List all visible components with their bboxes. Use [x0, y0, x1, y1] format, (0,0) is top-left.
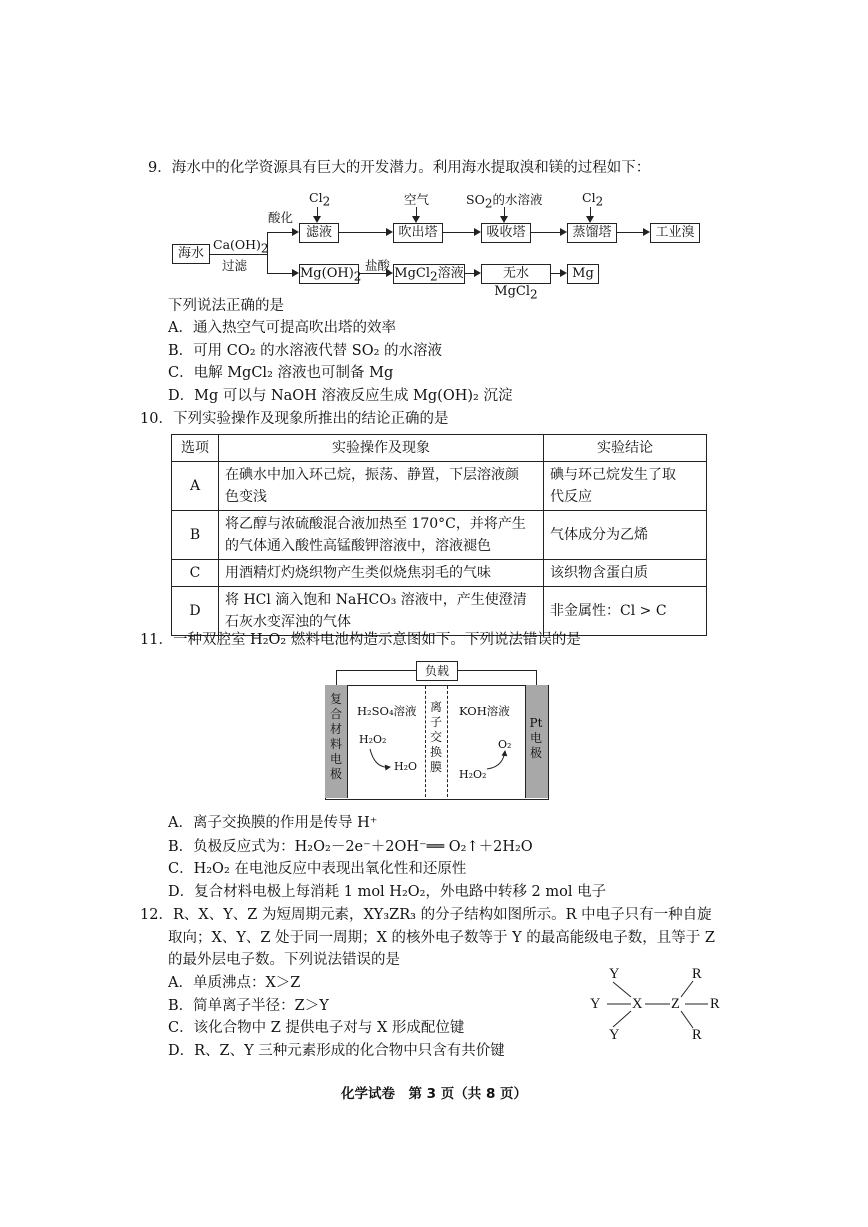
q9-box-blowout: 吹出塔 [393, 223, 443, 243]
left-product-label: H₂O [394, 760, 418, 773]
table-cell-conclusion: 碘与环己烷发生了取 代反应 [544, 462, 707, 511]
atom-z: Z [671, 996, 680, 1012]
reaction-arrows [325, 685, 547, 798]
table-header-cell: 选项 [172, 435, 219, 462]
atom-y-left: Y [590, 996, 601, 1012]
q11-stem-text: 一种双腔室 H₂O₂ 燃料电池构造示意图如下。下列说法错误的是 [172, 632, 581, 648]
q11-option-b: B．负极反应式为：H₂O₂－2e⁻＋2OH⁻══ O₂↑＋2H₂O [168, 839, 533, 855]
q9-option-b: B．可用 CO₂ 的水溶液代替 SO₂ 的水溶液 [168, 343, 443, 359]
table-row [172, 462, 707, 511]
q12-option-a: A．单质沸点：X＞Z [168, 975, 301, 991]
table-cell-option: D [172, 587, 219, 636]
right-electrode-label: Pt 电 极 [529, 716, 543, 760]
table-cell-operation: 在碘水中加入环己烷，振荡、静置，下层溶液颜 色变浅 [219, 462, 544, 511]
table-row [172, 511, 707, 560]
right-product-label: O₂ [498, 738, 512, 751]
structure-bonds [585, 965, 725, 1045]
table-row [172, 587, 707, 636]
q12-stem-line3: 的最外层电子数。下列说法错误的是 [168, 952, 400, 968]
table-cell-operation: 用酒精灯灼烧织物产生类似烧焦羽毛的气味 [219, 560, 544, 587]
q12-option-b: B．简单离子半径：Z＞Y [168, 998, 329, 1014]
table-cell-conclusion: 该织物含蛋白质 [544, 560, 707, 587]
table-row [172, 560, 707, 587]
q11-option-c: C．H₂O₂ 在电池反应中表现出氧化性和还原性 [168, 861, 467, 877]
q12-stem [140, 905, 712, 925]
load-box: 负载 [416, 661, 458, 681]
q9-box-mg: Mg [567, 264, 599, 284]
q9-box-absorb: 吸收塔 [481, 223, 531, 243]
q9-cl2-label-b: $Cl_2$ [582, 190, 604, 209]
q9-prompt: 下列说法正确的是 [168, 298, 284, 314]
q12-option-d: D．R、Z、Y 三种元素形成的化合物中只含有共价键 [168, 1043, 505, 1059]
q9-box-filtrate: 滤液 [299, 223, 339, 243]
table-cell-option: A [172, 462, 219, 511]
q9-box-industrial-br: 工业溴 [650, 223, 700, 243]
q9-stem [148, 158, 650, 178]
q9-cl2-label-a: $Cl_2$ [309, 190, 331, 209]
q12-number: 12． [140, 907, 173, 923]
q9-hcl-label: 盐酸 [365, 258, 391, 273]
q11-option-d: D．复合材料电极上每消耗 1 mol H₂O₂，外电路中转移 2 mol 电子 [168, 884, 607, 900]
membrane-label: 离 子 交 换 膜 [429, 700, 442, 774]
q9-caoh2-label: $Ca(OH)_2$ [213, 237, 269, 256]
table-cell-conclusion: 气体成分为乙烯 [544, 511, 707, 560]
q10-stem [140, 409, 448, 429]
atom-y-top: Y [609, 966, 620, 982]
q10-stem-text: 下列实验操作及现象所推出的结论正确的是 [172, 411, 449, 427]
q12-option-c: C．该化合物中 Z 提供电子对与 X 形成配位键 [168, 1020, 465, 1036]
atom-r-right: R [710, 996, 720, 1012]
q9-box-seawater: 海水 [172, 244, 210, 264]
q9-acidify-label: 酸化 [268, 210, 294, 225]
table-cell-option: C [172, 560, 219, 587]
table-cell-option: B [172, 511, 219, 560]
left-electrode-label: 复 合 材 料 电 极 [329, 692, 342, 781]
table-cell-conclusion: 非金属性：Cl > C [544, 587, 707, 636]
left-solution-label: H₂SO₄溶液 [357, 704, 417, 718]
q11-option-a: A．离子交换膜的作用是传导 H⁺ [168, 815, 378, 831]
table-cell-operation: 将乙醇与浓硫酸混合液加热至 170°C，并将产生 的气体通入酸性高锰酸钾溶液中，溶液褪色 [219, 511, 544, 560]
q9-option-c: C．电解 MgCl₂ 溶液也可制备 Mg [168, 365, 394, 381]
q11-number: 11． [140, 632, 173, 648]
q11-stem [140, 630, 581, 650]
q9-option-d: D．Mg 可以与 NaOH 溶液反应生成 Mg(OH)₂ 沉淀 [168, 388, 513, 404]
q9-air-label: 空气 [404, 192, 430, 207]
q9-so2-label: $SO_2$的水溶液 [466, 192, 543, 211]
atom-r-top: R [692, 966, 702, 982]
atom-r-bottom: R [692, 1027, 702, 1043]
table-header-cell: 实验操作及现象 [219, 435, 544, 462]
q9-stem-text: 海水中的化学资源具有巨大的开发潜力。利用海水提取溴和镁的过程如下： [171, 160, 651, 176]
q9-box-anhydrous-mgcl2: 无水MgCl$_2$ [481, 264, 551, 284]
q9-box-mgcl2-solution: MgCl$_2$溶液 [394, 266, 464, 284]
q12-stem-line2: 取向；X、Y、Z 处于同一周期；X 的核外电子数等于 Y 的最高能级电子数，且等于 Z [168, 930, 715, 946]
right-reactant-label: H₂O₂ [459, 768, 487, 781]
atom-y-bottom: Y [609, 1027, 620, 1043]
atom-x: X [632, 996, 643, 1012]
q10-table [171, 434, 707, 636]
q12-stem-line1: R、X、Y、Z 为短周期元素，XY₃ZR₃ 的分子结构如图所示。R 中电子只有一种自旋 [172, 907, 712, 923]
table-header-cell: 实验结论 [544, 435, 707, 462]
q9-option-a: A．通入热空气可提高吹出塔的效率 [168, 320, 396, 336]
right-solution-label: KOH溶液 [459, 704, 510, 718]
q9-box-mgoh2: $Mg(OH)_2$ [300, 266, 362, 284]
q10-number: 10． [140, 411, 173, 427]
table-cell-operation: 将 HCl 滴入饱和 NaHCO₃ 溶液中，产生使澄清 石灰水变浑浊的气体 [219, 587, 544, 636]
q9-number: 9． [148, 160, 172, 176]
page-footer: 化学试卷 第 3 页（共 8 页） [340, 1086, 528, 1102]
q9-filter-label: 过滤 [222, 258, 248, 273]
table-header-row [172, 435, 707, 462]
left-reactant-label: H₂O₂ [359, 733, 387, 746]
q9-box-distill: 蒸馏塔 [567, 223, 617, 243]
